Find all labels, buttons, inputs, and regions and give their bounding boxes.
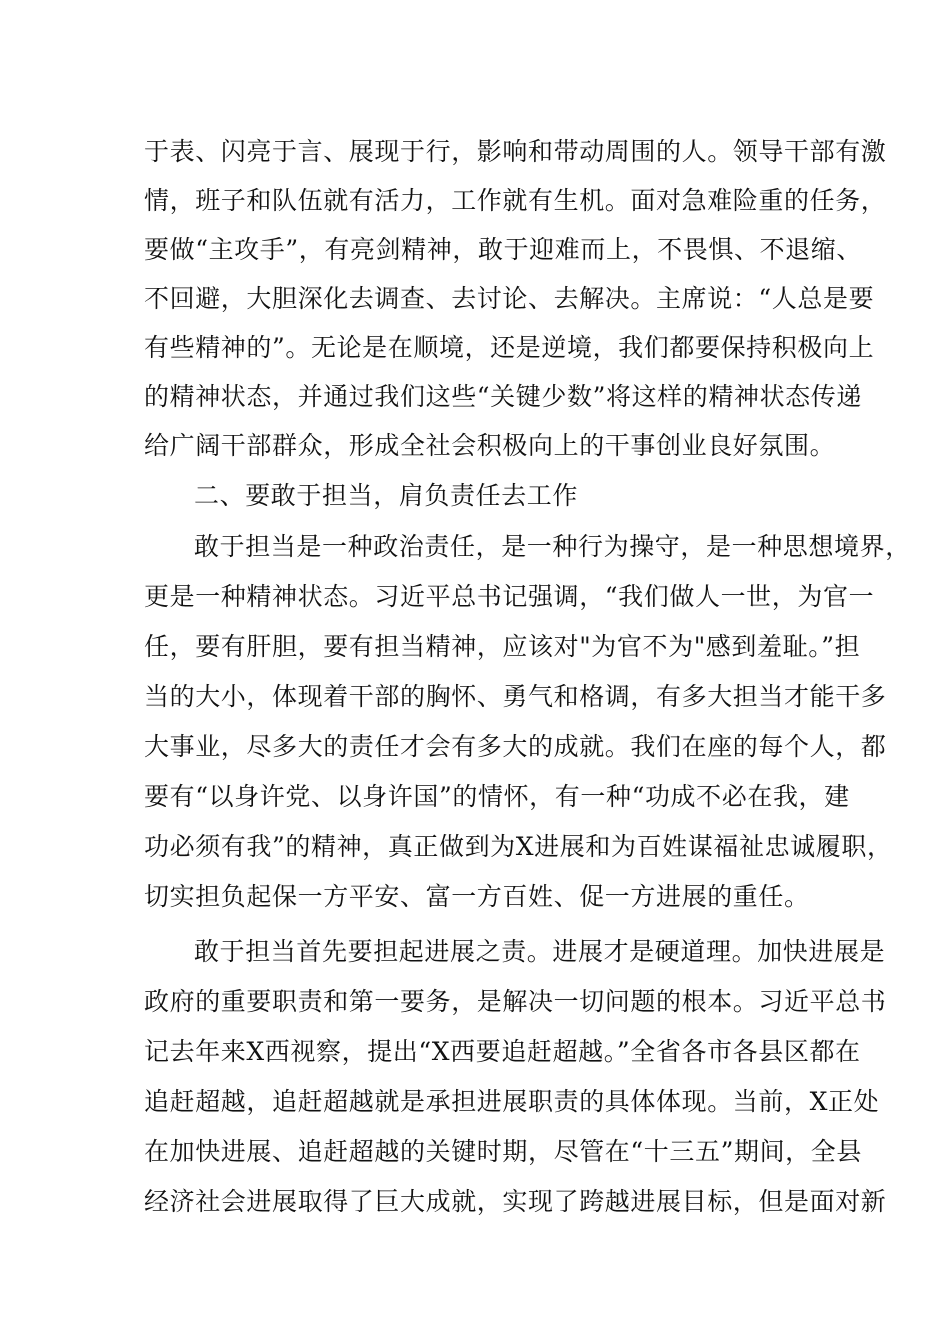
text-line: 要做“主攻手”，有亮剑精神，敢于迎难而上，不畏惧、不退缩、 xyxy=(144,235,862,264)
text-line: 于表、闪亮于言、展现于行，影响和带动周围的人。领导干部有激 xyxy=(144,137,887,166)
text-line: 有些精神的”。无论是在顺境，还是逆境，我们都要保持积极向上 xyxy=(144,333,875,362)
text-line: 追赶超越，追赶超越就是承担进展职责的具体体现。当前，X正处 xyxy=(144,1087,880,1116)
text-line: 更是一种精神状态。习近平总书记强调，“我们做人一世，为官一 xyxy=(144,582,875,611)
text-line: 的精神状态，并通过我们这些“关键少数”将这样的精神状态传递 xyxy=(144,382,862,411)
paragraph-first-line: 敢于担当是一种政治责任，是一种行为操守，是一种思想境界， xyxy=(194,532,911,561)
text-line: 切实担负起保一方平安、富一方百姓、促一方进展的重任。 xyxy=(144,882,810,911)
text-line: 情，班子和队伍就有活力，工作就有生机。面对急难险重的任务， xyxy=(144,186,887,215)
section-heading: 二、要敢于担当，肩负责任去工作 xyxy=(194,481,579,510)
text-line: 给广阔干部群众，形成全社会积极向上的干事创业良好氛围。 xyxy=(144,431,836,460)
paragraph-first-line: 敢于担当首先要担起进展之责。进展才是硬道理。加快进展是 xyxy=(194,937,886,966)
text-line: 在加快进展、追赶超越的关键时期，尽管在“十三五”期间，全县 xyxy=(144,1137,862,1166)
text-line: 任，要有肝胆，要有担当精神，应该对"为官不为"感到羞耻。”担 xyxy=(144,632,861,661)
text-line: 不回避，大胆深化去调查、去讨论、去解决。主席说：“人总是要 xyxy=(144,284,875,313)
text-line: 要有“以身许党、以身许国”的情怀，有一种“功成不必在我，建 xyxy=(144,782,850,811)
text-line: 记去年来X西视察，提出“X西要追赶超越。”全省各市各县区都在 xyxy=(144,1037,861,1066)
text-line: 经济社会进展取得了巨大成就，实现了跨越进展目标，但是面对新 xyxy=(144,1187,887,1216)
text-line: 政府的重要职责和第一要务，是解决一切问题的根本。习近平总书 xyxy=(144,987,887,1016)
text-line: 当的大小，体现着干部的胸怀、勇气和格调，有多大担当才能干多 xyxy=(144,682,887,711)
text-line: 功必须有我”的精神，真正做到为X进展和为百姓谋福祉忠诚履职， xyxy=(144,832,893,861)
text-line: 大事业，尽多大的责任才会有多大的成就。我们在座的每个人，都 xyxy=(144,732,887,761)
